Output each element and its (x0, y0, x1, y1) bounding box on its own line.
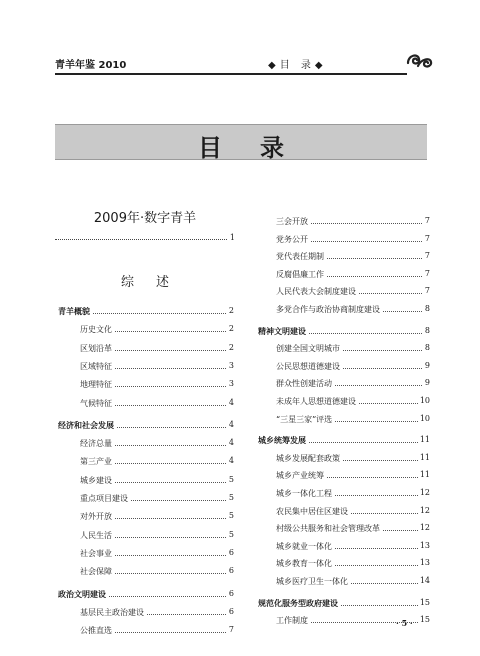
toc-entry-label: 城乡建设 (80, 475, 112, 485)
page-number: 7 (424, 268, 430, 278)
toc-entry-label: 反腐倡廉工作 (276, 269, 324, 279)
toc-entry[interactable] (276, 251, 430, 263)
toc-entry[interactable] (80, 343, 234, 355)
page-number: 7 (424, 233, 430, 243)
page-number: 8 (424, 343, 430, 353)
toc-entry[interactable] (80, 438, 234, 450)
page-number: 4 (228, 438, 234, 448)
toc-entry[interactable] (276, 361, 430, 373)
toc-entry-label: 第三产业 (80, 457, 112, 467)
toc-entry[interactable] (276, 216, 430, 228)
toc-entry-label: 经济总量 (80, 439, 112, 449)
toc-section-heading[interactable] (258, 435, 430, 447)
page-number: 7 (424, 216, 430, 225)
toc-entry[interactable] (276, 304, 430, 316)
toc-entry-label: 城乡统筹发展 (258, 436, 306, 446)
toc-entry-label: 城乡医疗卫生一体化 (276, 577, 348, 586)
toc-entry-label: 未成年人思想道德建设 (276, 397, 356, 406)
toc-entry[interactable] (80, 361, 234, 373)
toc-entry-label: 人民代表大会制度建设 (276, 287, 356, 297)
toc-entry-label: 区域特征 (80, 361, 112, 371)
page-number: 2 (228, 342, 234, 352)
toc-entry[interactable] (276, 234, 430, 246)
toc-entry[interactable] (80, 625, 234, 637)
section-label: ◆目 录◆ (268, 60, 327, 71)
toc-entry-label: 区划沿革 (80, 343, 112, 353)
toc-entry[interactable] (276, 286, 430, 298)
toc-entry[interactable] (80, 566, 234, 578)
footer-page-number: · 5 · (396, 618, 413, 628)
page-number: 10 (419, 413, 430, 423)
page-number: 1 (229, 233, 235, 242)
page-title: 目录 (198, 133, 322, 162)
swirl-logo-icon (405, 49, 433, 71)
page-number: 6 (228, 547, 234, 557)
toc-entry-label: 规范化服务型政府建设 (258, 598, 338, 608)
page-number: 4 (228, 419, 234, 429)
page-number: 6 (228, 606, 234, 616)
toc-entry[interactable] (80, 530, 234, 542)
toc-entry-label: 三会开放 (276, 217, 308, 226)
toc-entry-label: 公民思想道德建设 (276, 361, 340, 371)
page-number: 7 (424, 286, 430, 296)
toc-entry[interactable] (276, 470, 430, 482)
page-number: 3 (228, 360, 234, 370)
toc-entry-label: 城乡一体化工程 (276, 489, 332, 498)
page-number: 4 (228, 397, 234, 407)
toc-entry-label: 地理特征 (80, 380, 112, 390)
page-number: 11 (419, 452, 430, 462)
toc-entry[interactable] (80, 511, 234, 523)
page-number: 8 (424, 304, 430, 313)
page-number: 11 (419, 435, 430, 445)
toc-entry[interactable] (276, 488, 430, 500)
dot-leader (55, 239, 227, 240)
toc-entry-label: 城乡产业统筹 (276, 471, 324, 481)
page-number: 7 (424, 251, 430, 261)
page-number: 9 (424, 360, 430, 370)
toc-entry[interactable] (276, 453, 430, 465)
toc-entry[interactable] (276, 576, 430, 588)
page-number: 12 (419, 523, 430, 533)
page-number: 7 (228, 625, 234, 635)
page-number: 12 (419, 505, 430, 515)
toc-entry-label: 农民集中居住区建设 (276, 506, 348, 516)
page-number: 8 (424, 325, 430, 335)
toc-entry-label: 气候特征 (80, 398, 112, 408)
toc-entry-label: 社会保障 (80, 567, 112, 577)
page-number: 6 (228, 588, 234, 598)
page-number: 5 (228, 511, 234, 521)
yearbook-title: 青羊年鉴 2010 (55, 60, 127, 71)
toc-section-heading[interactable] (258, 326, 430, 338)
toc-entry-label: 城乡发展配套政策 (276, 453, 340, 463)
toc-entry[interactable] (276, 414, 430, 426)
page-number: 2 (228, 306, 234, 315)
toc-entry[interactable] (80, 548, 234, 560)
toc-entry-label: 党务公开 (276, 234, 308, 244)
toc-entry-label: 党代表任期制 (276, 252, 324, 262)
toc-entry[interactable] (80, 379, 234, 391)
year-section-title: 2009年·数字青羊 (93, 211, 197, 226)
page-number: 2 (228, 324, 234, 334)
page-number: 15 (419, 597, 430, 607)
contents-banner (55, 124, 427, 160)
toc-entry[interactable] (80, 475, 234, 487)
toc-entry-label: 工作制度 (276, 616, 308, 626)
page-number: 6 (228, 566, 234, 576)
toc-entry[interactable] (276, 523, 430, 535)
page-number: 13 (419, 540, 430, 550)
page-number: 12 (419, 488, 430, 497)
running-header (55, 55, 433, 75)
page-number: 13 (419, 558, 430, 568)
page-number: 3 (228, 379, 234, 389)
page-number: 14 (419, 576, 430, 585)
toc-entry[interactable] (276, 396, 430, 408)
header-rule (55, 73, 407, 75)
toc-entry-label: 社会事业 (80, 548, 112, 558)
toc-entry-label: 创建全国文明城市 (276, 344, 340, 354)
toc-section-heading[interactable] (258, 598, 430, 610)
toc-entry-label: 城乡就业一体化 (276, 541, 332, 551)
toc-entry[interactable] (80, 607, 234, 619)
page-number: 9 (424, 378, 430, 388)
toc-entry[interactable] (80, 456, 234, 468)
toc-section-heading[interactable] (58, 306, 234, 318)
toc-section-heading[interactable] (58, 420, 234, 432)
toc-entry[interactable] (80, 324, 234, 336)
toc-entry[interactable] (276, 343, 430, 355)
toc-entry[interactable] (80, 493, 234, 505)
toc-entry-label: 精神文明建设 (258, 326, 306, 336)
toc-entry-label: 人民生活 (80, 530, 112, 540)
toc-entry-label: 村级公共服务和社会管理改革 (276, 524, 380, 534)
page-number: 5 (228, 529, 234, 539)
overview-title: 综述 (120, 275, 191, 290)
toc-entry-label: 公推直选 (80, 626, 112, 636)
toc-entry[interactable] (276, 506, 430, 518)
toc-entry[interactable] (276, 558, 430, 570)
toc-entry-label: 基层民主政治建设 (80, 607, 144, 617)
toc-entry-label: 青羊概貌 (58, 307, 90, 316)
page-number: 11 (419, 470, 430, 480)
page-number: 15 (419, 615, 430, 625)
toc-entry-label: 经济和社会发展 (58, 420, 114, 430)
page-number: 5 (228, 493, 234, 502)
year-section-entry[interactable] (55, 233, 235, 245)
toc-entry-label: 重点项目建设 (80, 494, 128, 503)
toc-entry-label: 多党合作与政治协商制度建设 (276, 305, 380, 314)
page-number: 4 (228, 456, 234, 466)
toc-section-heading[interactable] (58, 589, 234, 601)
toc-entry-label: 城乡教育一体化 (276, 559, 332, 569)
toc-entry-label: “三星三家”评选 (276, 414, 333, 424)
toc-entry-label: 群众性创建活动 (276, 379, 332, 389)
toc-entry[interactable] (276, 269, 430, 281)
page-number: 5 (228, 474, 234, 484)
toc-entry-label: 对外开放 (80, 512, 112, 522)
toc-entry-label: 政治文明建设 (58, 589, 106, 599)
toc-entry[interactable] (276, 378, 430, 390)
page-number: 10 (419, 396, 430, 405)
toc-entry[interactable] (80, 398, 234, 410)
toc-entry-label: 历史文化 (80, 325, 112, 335)
toc-entry[interactable] (276, 541, 430, 553)
